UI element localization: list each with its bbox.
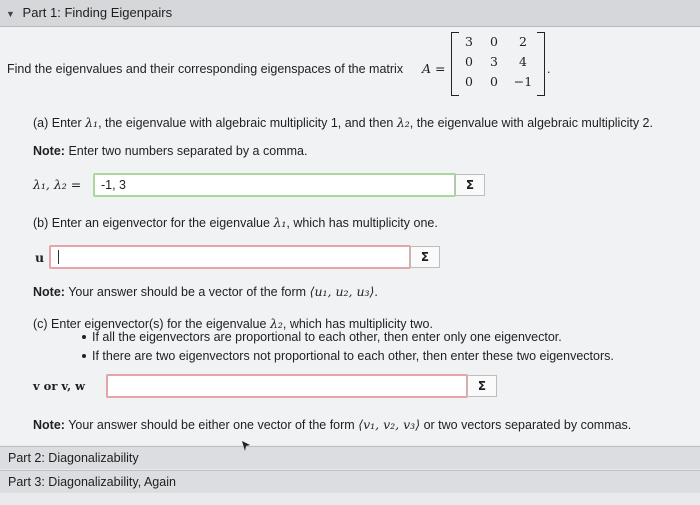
part-c-bullet: If all the eigenvectors are proportional to each other, then enter only one eigenvector. <box>92 330 562 344</box>
part3-title: Part 3: Diagonalizability, Again <box>8 475 176 489</box>
sigma-button[interactable]: Σ <box>467 375 497 397</box>
part1-header[interactable] <box>0 0 700 27</box>
matrix-A <box>451 32 545 96</box>
matrix-cell: 0 <box>465 74 473 89</box>
matrix-cell: 4 <box>519 54 527 69</box>
part3-header[interactable] <box>0 470 700 493</box>
matrix-cell: −1 <box>513 74 533 89</box>
part-c-prompt: (c) Enter eigenvector(s) for the eigenvalue λ₂, which has multiplicity two. <box>33 316 433 331</box>
matrix-cell: 0 <box>465 54 473 69</box>
bullet-icon <box>82 335 86 339</box>
part-c-note: Note: Your answer should be either one vector of the form ⟨v₁, v₂, v₃⟩ or two vectors separated by commas. <box>33 417 632 432</box>
u-input-label: u <box>35 250 45 265</box>
part-c-bullet: If there are two eigenvectors not proportional to each other, then enter these two eigenvectors. <box>92 349 614 363</box>
matrix-period: . <box>547 62 551 76</box>
v-w-input-label: v or v, w <box>33 379 86 393</box>
eigenvalues-input[interactable] <box>93 173 456 197</box>
text-caret <box>58 250 59 264</box>
matrix-cell: 0 <box>490 74 498 89</box>
lambda-input-label: λ₁, λ₂ = <box>33 177 82 192</box>
bullet-icon <box>82 354 86 358</box>
question-text: Find the eigenvalues and their corresponding eigenspaces of the matrix <box>7 62 404 76</box>
part-a-prompt: (a) Enter λ₁, the eigenvalue with algebraic multiplicity 1, and then λ₂, the eigenvalue with algebraic multiplicity 2. <box>33 115 653 130</box>
part-b-note: Note: Your answer should be a vector of the form ⟨u₁, u₂, u₃⟩. <box>33 284 378 299</box>
matrix-cell: 3 <box>465 34 473 49</box>
part1-content <box>0 27 700 445</box>
collapse-triangle-icon[interactable]: ▼ <box>6 9 15 19</box>
matrix-right-bracket <box>537 32 545 96</box>
matrix-cell: 2 <box>519 34 527 49</box>
mouse-pointer-icon <box>241 440 251 452</box>
eigenvector-u-input[interactable] <box>49 245 411 269</box>
matrix-cell: 0 <box>490 34 498 49</box>
eigenvectors-vw-input[interactable] <box>106 374 468 398</box>
part1-title: Part 1: Finding Eigenpairs <box>22 5 173 20</box>
matrix-cell: 3 <box>490 54 498 69</box>
eigenvalues-input-value: -1, 3 <box>101 178 127 192</box>
part2-header[interactable] <box>0 446 700 469</box>
matrix-lhs: A = <box>422 61 446 76</box>
part-b-prompt: (b) Enter an eigenvector for the eigenvalue λ₁, which has multiplicity one. <box>33 215 438 230</box>
sigma-button[interactable]: Σ <box>455 174 485 196</box>
sigma-button[interactable]: Σ <box>410 246 440 268</box>
part2-title: Part 2: Diagonalizability <box>8 451 139 465</box>
part-a-note: Note: Enter two numbers separated by a comma. <box>33 144 308 158</box>
